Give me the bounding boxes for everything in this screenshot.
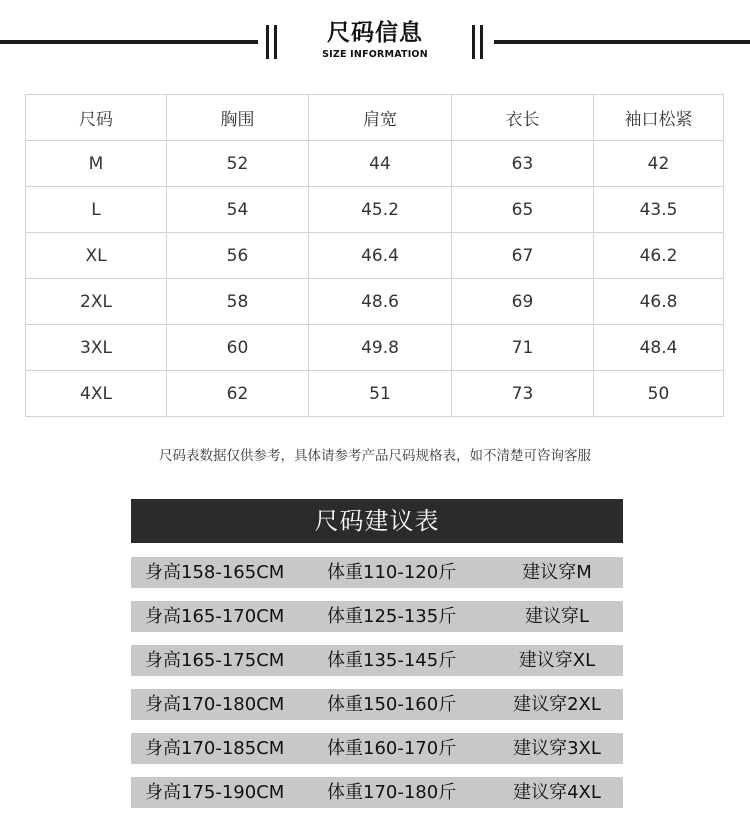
- table-cell: 49.8: [309, 325, 452, 371]
- table-cell: 42: [594, 141, 724, 187]
- table-cell: 48.6: [309, 279, 452, 325]
- column-header-length: 衣长: [452, 95, 594, 141]
- recommend-size: 建议穿M: [522, 562, 592, 583]
- recommend-height: 身高165-175CM: [145, 650, 285, 671]
- table-cell: 46.2: [594, 233, 724, 279]
- recommend-height: 身高170-180CM: [145, 694, 285, 715]
- table-row: [26, 233, 724, 279]
- recommend-row: [131, 557, 623, 588]
- table-cell: 56: [167, 233, 309, 279]
- header-bar-left-1: [266, 25, 269, 59]
- table-cell: 63: [452, 141, 594, 187]
- recommend-weight: 体重135-145斤: [327, 650, 457, 671]
- recommend-size: 建议穿2XL: [513, 694, 601, 715]
- header-bar-right-2: [480, 25, 483, 59]
- table-cell: 58: [167, 279, 309, 325]
- table-cell: 73: [452, 371, 594, 417]
- recommend-weight: 体重110-120斤: [327, 562, 457, 583]
- table-cell: 60: [167, 325, 309, 371]
- recommend-size: 建议穿4XL: [513, 782, 601, 803]
- table-cell: 67: [452, 233, 594, 279]
- table-row: [26, 187, 724, 233]
- table-cell: 48.4: [594, 325, 724, 371]
- page-title: 尺码信息: [327, 20, 423, 46]
- table-row: [26, 325, 724, 371]
- recommend-row: [131, 777, 623, 808]
- table-cell: 3XL: [26, 325, 167, 371]
- column-header-size: 尺码: [26, 95, 167, 141]
- recommend-size: 建议穿L: [524, 606, 590, 627]
- header-divider-right: [494, 40, 750, 44]
- header-divider-left: [0, 40, 258, 44]
- table-cell: 43.5: [594, 187, 724, 233]
- table-cell: 50: [594, 371, 724, 417]
- recommend-weight: 体重170-180斤: [327, 782, 457, 803]
- column-header-shoulder: 肩宽: [309, 95, 452, 141]
- table-cell: 62: [167, 371, 309, 417]
- recommend-weight: 体重150-160斤: [327, 694, 457, 715]
- recommend-height: 身高158-165CM: [145, 562, 285, 583]
- column-header-cuff: 袖口松紧: [594, 95, 724, 141]
- recommend-weight: 体重160-170斤: [327, 738, 457, 759]
- table-row: [26, 371, 724, 417]
- table-row: [26, 279, 724, 325]
- table-cell: 71: [452, 325, 594, 371]
- table-cell: 44: [309, 141, 452, 187]
- table-cell: 45.2: [309, 187, 452, 233]
- table-cell: 46.8: [594, 279, 724, 325]
- table-cell: 51: [309, 371, 452, 417]
- table-cell: 46.4: [309, 233, 452, 279]
- table-cell: 2XL: [26, 279, 167, 325]
- table-cell: 65: [452, 187, 594, 233]
- table-cell: 69: [452, 279, 594, 325]
- recommend-size: 建议穿3XL: [513, 738, 601, 759]
- header-title: [290, 18, 460, 61]
- table-cell: 54: [167, 187, 309, 233]
- header-bar-left-2: [274, 25, 277, 59]
- recommend-title: 尺码建议表: [131, 499, 623, 543]
- table-cell: L: [26, 187, 167, 233]
- table-cell: M: [26, 141, 167, 187]
- recommend-row: [131, 645, 623, 676]
- recommend-row: [131, 601, 623, 632]
- page-subtitle: SIZE INFORMATION: [322, 49, 428, 60]
- recommend-weight: 体重125-135斤: [327, 606, 457, 627]
- recommend-height: 身高175-190CM: [145, 782, 285, 803]
- table-cell: 52: [167, 141, 309, 187]
- recommend-size: 建议穿XL: [518, 650, 596, 671]
- table-row: [26, 141, 724, 187]
- table-cell: XL: [26, 233, 167, 279]
- header-bar-right-1: [472, 25, 475, 59]
- size-table: [25, 94, 724, 417]
- recommend-row: [131, 733, 623, 764]
- column-header-chest: 胸围: [167, 95, 309, 141]
- size-note: 尺码表数据仅供参考，具体请参考产品尺码规格表，如不清楚可咨询客服: [159, 448, 591, 464]
- recommend-height: 身高170-185CM: [145, 738, 285, 759]
- size-table-header-row: [26, 95, 724, 141]
- section-header: [0, 0, 750, 80]
- table-cell: 4XL: [26, 371, 167, 417]
- recommend-row: [131, 689, 623, 720]
- recommend-height: 身高165-170CM: [145, 606, 285, 627]
